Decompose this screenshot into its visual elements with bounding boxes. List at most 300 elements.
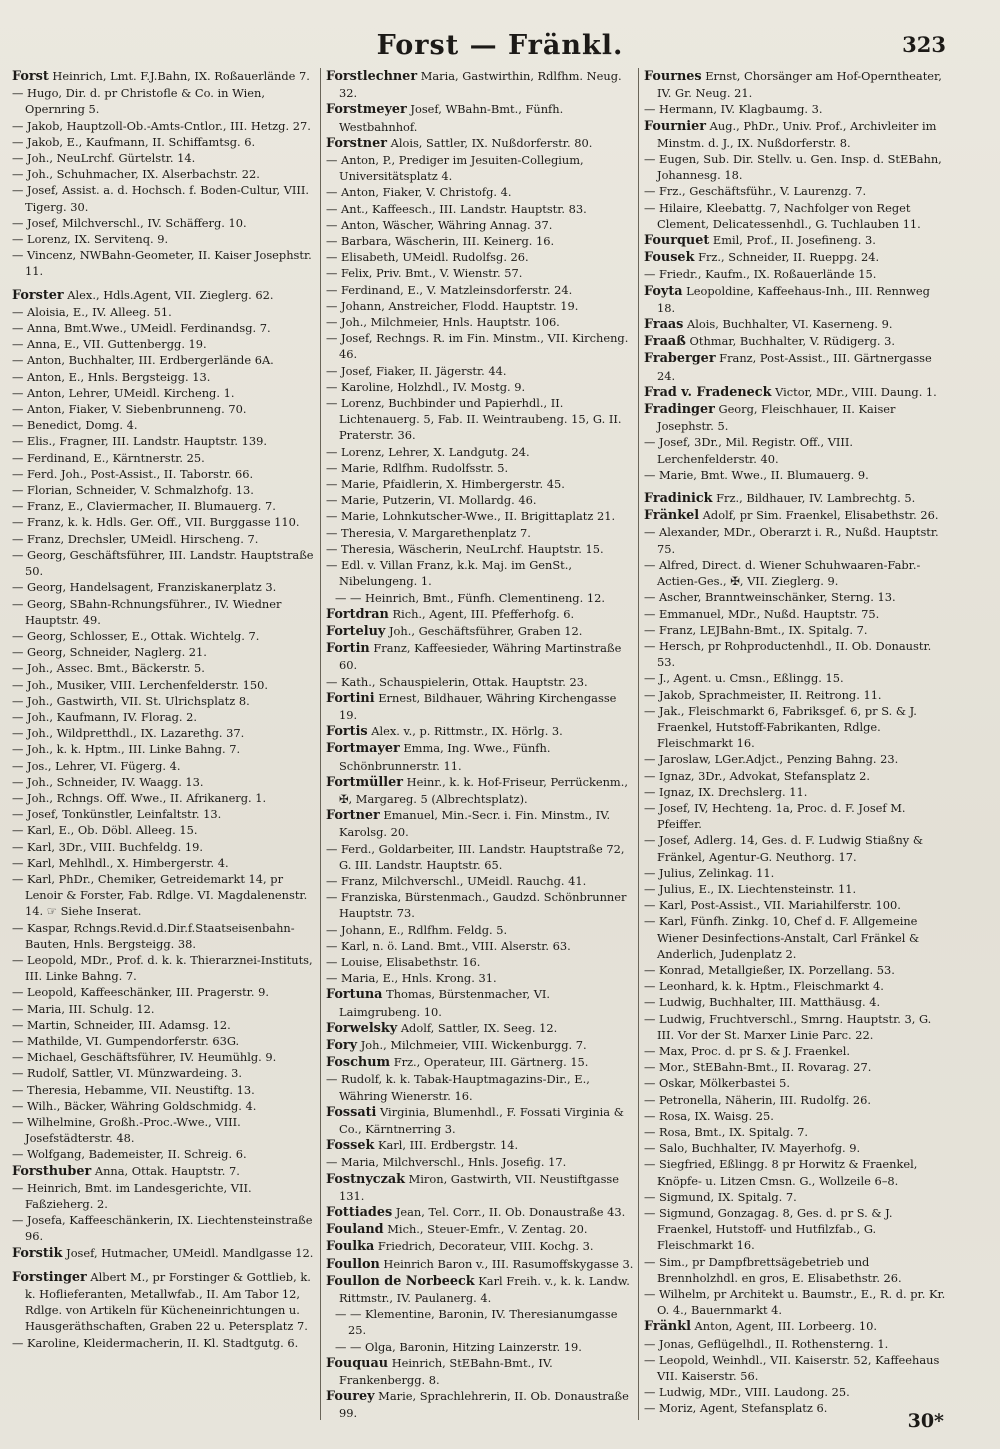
- directory-entry: [12, 709, 316, 725]
- entry-text: — Kath., Schauspielerin, Ottak. Hauptstr. 23.: [326, 674, 588, 689]
- directory-entry: [644, 768, 948, 784]
- directory-entry: [326, 674, 634, 690]
- entry-text: Adolf, pr Sim. Fraenkel, Elisabethstr. 26.: [699, 508, 939, 523]
- entry-text: — Jakob, Hauptzoll-Ob.-Amts-Cntlor., III. Hetzg. 27.: [12, 118, 311, 133]
- directory-entry: [12, 579, 316, 595]
- entry-text: — Rosa, IX. Waisg. 25.: [644, 1108, 774, 1123]
- directory-entry: [12, 871, 316, 920]
- entry-text: — Anton, Fiaker, V. Siebenbrunneng. 70.: [12, 402, 247, 417]
- directory-entry: [326, 938, 634, 954]
- entry-text: — Karl, PhDr., Chemiker, Getreidemarkt 14, pr Lenoir & Forster, Fab. Rdlge. VI. Magdalenenstr. 14. ☞ Siehe Inserat.: [12, 871, 308, 919]
- entry-text: — Anna, E., VII. Guttenbergg. 19.: [12, 337, 207, 352]
- entry-text: — Georg, Schlosser, E., Ottak. Wichtelg. 7.: [12, 628, 260, 643]
- directory-entry: [12, 806, 316, 822]
- entry-text: — Joh., k. k. Hptm., III. Linke Bahng. 7.: [12, 742, 241, 757]
- directory-entry: [326, 1355, 634, 1388]
- directory-entry: [326, 1020, 634, 1037]
- entry-text: — Maria, E., Hnls. Krong. 31.: [326, 971, 497, 986]
- entry-surname: Foyta: [644, 283, 683, 299]
- entry-text: — Joh., Kaufmann, IV. Florag. 2.: [12, 709, 198, 724]
- entry-text: — Jak., Fleischmarkt 6, Fabriksgef. 6, pr S. & J. Fraenkel, Hutstoff-Fabrikanten, Rdlge. Fleischmarkt 16.: [644, 703, 917, 751]
- entry-text: — Josef, Milchverschl., IV. Schäfferg. 10.: [12, 215, 247, 230]
- directory-entry: [12, 1180, 316, 1212]
- entry-text: — Joh., Rchngs. Off. Wwe., II. Afrikanerg. 1.: [12, 790, 267, 805]
- directory-entry: [12, 1065, 316, 1081]
- entry-text: Frz., Bildhauer, IV. Lambrechtg. 5.: [712, 491, 916, 506]
- directory-entry: [644, 384, 948, 401]
- entry-text: — Joh., Gastwirth, VII. St. Ulrichsplatz 8.: [12, 693, 250, 708]
- directory-entry: [326, 1154, 634, 1170]
- entry-text: Anna, Ottak. Hauptstr. 7.: [91, 1163, 240, 1178]
- directory-entry: [12, 855, 316, 871]
- entry-surname: Fraaß: [644, 334, 686, 350]
- directory-entry: [12, 498, 316, 514]
- entry-text: — Karl, Post-Assist., VII. Mariahilferstr. 100.: [644, 898, 901, 913]
- entry-surname: Fossek: [326, 1138, 375, 1154]
- entry-surname: Forstinger: [12, 1269, 87, 1285]
- directory-entry: [12, 839, 316, 855]
- directory-entry: [326, 623, 634, 640]
- directory-entry: [326, 330, 634, 362]
- entry-text: — Kaspar, Rchngs.Revid.d.Dir.f.Staatseisenbahn-Bauten, Hnls. Bergsteigg. 38.: [12, 920, 295, 951]
- directory-entry: [326, 1221, 634, 1238]
- directory-entry: [326, 363, 634, 379]
- entry-text: — Mor., StEBahn-Bmt., II. Rovarag. 27.: [644, 1060, 872, 1075]
- entry-text: — Marie, Lohnkutscher-Wwe., II. Brigittaplatz 21.: [326, 509, 616, 524]
- entry-text: Albert M., pr Forstinger & Gottlieb, k. k. Hoflieferanten, Metallwfab., II. Am Tabor 12, Rdlge. von Artikeln für Kücheneinrichtungen u. Hausgeräthschaften, Graben 22 u. Petersplatz 7.: [25, 1269, 311, 1334]
- directory-entry: [644, 350, 948, 383]
- entry-text: Heinrich Baron v., III. Rasumoffskygasse 3.: [379, 1256, 634, 1271]
- directory-entry: [12, 482, 316, 498]
- directory-entry: [12, 1335, 316, 1351]
- entry-text: Virginia, Blumenhdl., F. Fossati Virginia & Co., Kärntnerring 3.: [339, 1104, 624, 1136]
- entry-text: — Ferd. Joh., Post-Assist., II. Taborstr. 66.: [12, 466, 254, 481]
- directory-entry: [326, 201, 634, 217]
- entry-text: — Anton, Buchhalter, III. Erdbergerlände 6A.: [12, 353, 274, 368]
- entry-text: Heinr., k. k. Hof-Friseur, Perrückenm., ✠, Margareg. 5 (Albrechtsplatz).: [339, 774, 628, 806]
- directory-entry: [12, 166, 316, 182]
- entry-text: — Jaroslaw, LGer.Adjct., Penzing Bahng. 23.: [644, 752, 899, 767]
- directory-entry: [326, 606, 634, 623]
- entry-text: — Theresia, Hebamme, VII. Neustiftg. 13.: [12, 1082, 255, 1097]
- entry-text: — Petronella, Näherin, III. Rudolfg. 26.: [644, 1092, 871, 1107]
- entry-text: — Heinrich, Bmt. im Landesgerichte, VII. Faßzieherg. 2.: [12, 1180, 252, 1212]
- directory-entry: [12, 304, 316, 320]
- entry-text: Frz., Operateur, III. Gärtnerg. 15.: [390, 1055, 589, 1070]
- directory-entry: [326, 460, 634, 476]
- entry-text: — Franziska, Bürstenmach., Gaudzd. Schönbrunner Hauptstr. 73.: [326, 890, 627, 921]
- directory-entry: [12, 790, 316, 806]
- entry-text: Anton, Agent, III. Lorbeerg. 10.: [690, 1319, 878, 1334]
- entry-surname: Fortdran: [326, 606, 389, 622]
- directory-entry: [12, 369, 316, 385]
- entry-text: Adolf, Sattler, IX. Seeg. 12.: [397, 1020, 558, 1035]
- directory-entry: [12, 320, 316, 336]
- directory-entry: [326, 774, 634, 807]
- entry-text: — Josef, Tonkünstler, Leinfaltstr. 13.: [12, 807, 222, 822]
- entry-surname: Fortis: [326, 724, 368, 740]
- directory-entry: [644, 897, 948, 913]
- entry-text: — Barbara, Wäscherin, III. Keinerg. 16.: [326, 234, 555, 249]
- entry-text: — Leopold, MDr., Prof. d. k. k. Thierarznei-Instituts, III. Linke Bahng. 7.: [12, 952, 313, 984]
- entry-text: — Anton, E., Hnls. Bergsteigg. 13.: [12, 369, 211, 384]
- directory-entry: [326, 314, 634, 330]
- entry-text: — Maria, Milchverschl., Hnls. Josefig. 17.: [326, 1155, 567, 1170]
- directory-entry: [326, 807, 634, 840]
- entry-text: — Johann, E., Rdlfhm. Feldg. 5.: [326, 922, 508, 937]
- entry-text: — Friedr., Kaufm., IX. Roßauerlände 15.: [644, 267, 877, 282]
- directory-entry: [326, 1273, 634, 1306]
- entry-text: — Edl. v. Villan Franz, k.k. Maj. im GenSt., Nibelungeng. 1.: [326, 558, 573, 589]
- directory-entry: [644, 232, 948, 249]
- directory-entry: [644, 1352, 948, 1384]
- directory-entry: [644, 183, 948, 199]
- entry-text: — Jakob, E., Kaufmann, II. Schiffamtsg. 6.: [12, 134, 256, 149]
- directory-entry: [326, 1204, 634, 1221]
- directory-entry: [326, 557, 634, 589]
- entry-surname: Fortmayer: [326, 741, 400, 757]
- entry-text: — Wolfgang, Bademeister, II. Schreig. 6.: [12, 1147, 247, 1162]
- directory-entry: [326, 444, 634, 460]
- entry-surname: Fottiades: [326, 1205, 393, 1221]
- entry-text: — Joh., NeuLrchf. Gürtelstr. 14.: [12, 151, 196, 166]
- directory-entry: [12, 628, 316, 644]
- directory-entry: [12, 1245, 316, 1262]
- directory-entry: [12, 677, 316, 693]
- directory-entry: [12, 758, 316, 774]
- entry-surname: Fory: [326, 1037, 358, 1053]
- directory-column-1: [12, 68, 316, 1428]
- entry-surname: Fostnyczak: [326, 1171, 405, 1187]
- entry-text: — Josef, Adlerg. 14, Ges. d. F. Ludwig Stiaßny & Fränkel, Agentur-G. Neuthorg. 17.: [644, 833, 923, 864]
- entry-text: — Josef, 3Dr., Mil. Registr. Off., VIII. Lerchenfelderstr. 40.: [644, 435, 854, 466]
- directory-entry: [326, 1071, 634, 1103]
- entry-text: — Jonas, Geflügelhdl., II. Rothensterng. 1.: [644, 1336, 889, 1351]
- entry-text: — Ant., Kaffeesch., III. Landstr. Hauptstr. 83.: [326, 201, 587, 216]
- entry-text: — Ferdinand, E., V. Matzleinsdorferstr. 24.: [326, 282, 573, 297]
- directory-entry: [326, 690, 634, 723]
- entry-surname: Fousek: [644, 250, 695, 266]
- directory-entry: [12, 1163, 316, 1180]
- entry-text: — Ascher, Branntweinschänker, Sterng. 13.: [644, 590, 896, 605]
- directory-entry: [644, 467, 948, 483]
- directory-entry: [326, 1104, 634, 1137]
- entry-text: — Joh., Schneider, IV. Waagg. 13.: [12, 774, 204, 789]
- entry-text: — Felix, Priv. Bmt., V. Wienstr. 57.: [326, 266, 523, 281]
- entry-text: Alois, Buchhalter, VI. Kaserneng. 9.: [683, 317, 893, 332]
- directory-entry: [644, 401, 948, 434]
- directory-entry: [644, 1384, 948, 1400]
- directory-entry: [12, 287, 316, 304]
- entry-text: Karl Freih. v., k. k. Landw. Rittmstr., IV. Paulanerg. 4.: [339, 1273, 630, 1306]
- entry-text: — Hermann, IV. Klagbaumg. 3.: [644, 102, 823, 117]
- entry-surname: Fränkl: [644, 1319, 691, 1335]
- directory-entry: [12, 466, 316, 482]
- entry-text: Alex. v., p. Rittmstr., IX. Hörlg. 3.: [367, 724, 563, 739]
- directory-entry: [12, 741, 316, 757]
- directory-entry: [644, 1043, 948, 1059]
- entry-text: — Franz, k. k. Hdls. Ger. Off., VII. Burggasse 110.: [12, 515, 300, 530]
- directory-entry: [12, 417, 316, 433]
- directory-entry: [12, 531, 316, 547]
- entry-text: — Marie, Pfaidlerin, X. Himbergerstr. 45.: [326, 477, 565, 492]
- entry-surname: Forteluy: [326, 623, 386, 639]
- entry-text: — Johann, Anstreicher, Flodd. Hauptstr. 19.: [326, 298, 579, 313]
- entry-surname: Fortin: [326, 641, 370, 657]
- directory-entry: [326, 1137, 634, 1154]
- directory-entry: [326, 282, 634, 298]
- directory-entry: [326, 740, 634, 773]
- directory-entry: [12, 1049, 316, 1065]
- directory-entry: [644, 118, 948, 151]
- directory-entry: [644, 1254, 948, 1286]
- entry-text: — Vincenz, NWBahn-Geometer, II. Kaiser Josephstr. 11.: [12, 248, 312, 279]
- entry-text: — Georg, Geschäftsführer, III. Landstr. Hauptstraße 50.: [12, 547, 314, 579]
- entry-text: — Joh., Milchmeier, Hnls. Hauptstr. 106.: [326, 315, 560, 330]
- entry-text: — — Olga, Baronin, Hitzing Lainzerstr. 19.: [335, 1339, 582, 1354]
- directory-entry: [12, 134, 316, 150]
- entry-surname: Fraberger: [644, 351, 716, 367]
- entry-text: — Benedict, Domg. 4.: [12, 418, 138, 433]
- entry-text: Marie, Sprachlehrerin, II. Ob. Donaustraße 99.: [339, 1389, 629, 1421]
- entry-text: Aug., PhDr., Univ. Prof., Archivleiter im Minstm. d. J., IX. Nußdorferstr. 8.: [657, 118, 937, 150]
- entry-text: — Josef, Assist. a. d. Hochsch. f. Boden-Cultur, VIII. Tigerg. 30.: [12, 183, 310, 214]
- directory-entry: [326, 184, 634, 200]
- directory-entry: [644, 751, 948, 767]
- entry-text: Josef, WBahn-Bmt., Fünfh. Westbahnhof.: [339, 102, 564, 134]
- entry-text: — Lorenz, Lehrer, X. Landgutg. 24.: [326, 444, 530, 459]
- entry-text: — Karl, 3Dr., VIII. Buchfeldg. 19.: [12, 839, 204, 854]
- directory-entry: [12, 1146, 316, 1162]
- directory-entry: [12, 247, 316, 279]
- entry-surname: Fourey: [326, 1389, 375, 1405]
- directory-entry: [644, 1059, 948, 1075]
- directory-entry: [644, 434, 948, 466]
- entry-text: — Julius, E., IX. Liechtensteinstr. 11.: [644, 881, 857, 896]
- entry-text: Jean, Tel. Corr., II. Ob. Donaustraße 43.: [392, 1205, 626, 1220]
- entry-text: — Ludwig, MDr., VIII. Laudong. 25.: [644, 1385, 850, 1400]
- entry-text: — Ludwig, Buchhalter, III. Matthäusg. 4.: [644, 995, 881, 1010]
- entry-text: — Jos., Lehrer, VI. Fügerg. 4.: [12, 758, 181, 773]
- directory-entry: [12, 336, 316, 352]
- directory-entry: [12, 182, 316, 214]
- entry-surname: Foulka: [326, 1239, 375, 1255]
- entry-text: Alex., Hdls.Agent, VII. Zieglerg. 62.: [63, 287, 274, 302]
- entry-text: — Maria, III. Schulg. 12.: [12, 1001, 155, 1016]
- directory-entry: [326, 889, 634, 921]
- directory-entry: [12, 433, 316, 449]
- directory-entry: [644, 1156, 948, 1188]
- entry-text: — Anton, Lehrer, UMeidl. Kircheng. 1.: [12, 385, 235, 400]
- directory-entry: [12, 1017, 316, 1033]
- entry-surname: Fränkel: [644, 508, 700, 524]
- entry-text: Maria, Gastwirthin, Rdlfhm. Neug. 32.: [339, 69, 622, 101]
- entry-text: — Georg, Handelsagent, Franziskanerplatz 3.: [12, 580, 277, 595]
- entry-surname: Fortuna: [326, 987, 383, 1003]
- entry-surname: Foschum: [326, 1055, 391, 1071]
- entry-surname: Fournier: [644, 118, 707, 134]
- directory-entry: [12, 215, 316, 231]
- directory-entry: [326, 723, 634, 740]
- entry-surname: Fortner: [326, 808, 380, 824]
- entry-text: Franz, Kaffeesieder, Währing Martinstraße 60.: [339, 641, 622, 673]
- entry-text: Karl, III. Erdbergstr. 14.: [374, 1138, 519, 1153]
- entry-surname: Forstmeyer: [326, 102, 407, 118]
- entry-text: — Rudolf, Sattler, VI. Münzwardeing. 3.: [12, 1066, 243, 1081]
- directory-entry: [644, 622, 948, 638]
- directory-entry: [326, 68, 634, 101]
- directory-entry: [644, 1400, 948, 1416]
- directory-entry: [12, 1033, 316, 1049]
- directory-entry: [644, 249, 948, 266]
- entry-text: — Franz, Drechsler, UMeidl. Hirscheng. 7.: [12, 531, 259, 546]
- entry-text: — Florian, Schneider, V. Schmalzhofg. 13.: [12, 483, 254, 498]
- directory-entry: [326, 508, 634, 524]
- directory-entry: [12, 118, 316, 134]
- directory-entry: [326, 492, 634, 508]
- directory-entry: [326, 217, 634, 233]
- directory-entry: [644, 1336, 948, 1352]
- directory-entry: [644, 1140, 948, 1156]
- directory-entry: [644, 283, 948, 316]
- entry-surname: Fortmüller: [326, 774, 404, 790]
- directory-entry: [644, 1092, 948, 1108]
- directory-entry: [12, 514, 316, 530]
- entry-text: — Karl, Mehlhdl., X. Himbergerstr. 4.: [12, 855, 229, 870]
- directory-entry: [326, 1054, 634, 1071]
- directory-entry: [326, 640, 634, 673]
- directory-entry: [326, 233, 634, 249]
- entry-text: — Joh., Assec. Bmt., Bäckerstr. 5.: [12, 661, 205, 676]
- entry-text: — Karl, E., Ob. Döbl. Alleeg. 15.: [12, 823, 198, 838]
- entry-text: Othmar, Buchhalter, V. Rüdigerg. 3.: [685, 334, 895, 349]
- directory-entry: [326, 590, 634, 606]
- directory-entry: [12, 85, 316, 117]
- entry-surname: Forstner: [326, 135, 387, 151]
- entry-text: — Aloisia, E., IV. Alleeg. 51.: [12, 304, 172, 319]
- directory-entry: [326, 1256, 634, 1273]
- directory-entry: [644, 1011, 948, 1043]
- entry-text: — Marie, Putzerin, VI. Mollardg. 46.: [326, 493, 537, 508]
- entry-text: — Karl, Fünfh. Zinkg. 10, Chef d. F. Allgemeine Wiener Desinfections-Anstalt, Carl Fränkel & Anderlich, Judenplatz 2.: [644, 914, 920, 961]
- entry-text: Joh., Geschäftsführer, Graben 12.: [385, 623, 583, 638]
- entry-text: — Jakob, Sprachmeister, II. Reitrong. 11.: [644, 687, 882, 702]
- directory-entry: [326, 395, 634, 444]
- entry-surname: Fradinger: [644, 402, 715, 418]
- entry-text: — Joh., Schuhmacher, IX. Alserbachstr. 22.: [12, 167, 260, 182]
- entry-text: — Louise, Elisabethstr. 16.: [326, 954, 481, 969]
- entry-surname: Forwelsky: [326, 1020, 398, 1036]
- directory-entry: [326, 1037, 634, 1054]
- entry-text: — Leonhard, k. k. Hptm., Fleischmarkt 4.: [644, 979, 884, 994]
- entry-text: — Hilaire, Kleebattg. 7, Nachfolger von Reget Clement, Delicatessenhdl., G. Tuchlauben 11.: [644, 200, 921, 231]
- directory-entry: [644, 1189, 948, 1205]
- directory-entry: [12, 68, 316, 85]
- directory-entry: [644, 316, 948, 333]
- entry-text: Ernst, Chorsänger am Hof-Operntheater, IV. Gr. Neug. 21.: [657, 69, 942, 101]
- entry-text: — — Heinrich, Bmt., Fünfh. Clementineng. 12.: [335, 590, 605, 605]
- entry-text: — Sigmund, Gonzagag. 8, Ges. d. pr S. & J. Fraenkel, Hutstoff- und Hutfilzfab., G. Fleischmarkt 16.: [644, 1206, 893, 1253]
- page-number: 323: [902, 32, 946, 57]
- entry-text: Emma, Ing. Wwe., Fünfh. Schönbrunnerstr. 11.: [339, 741, 551, 773]
- directory-entry: [12, 774, 316, 790]
- directory-entry: [644, 913, 948, 962]
- entry-text: — Anna, Bmt.Wwe., UMeidl. Ferdinandsg. 7.: [12, 321, 271, 336]
- directory-entry: [12, 231, 316, 247]
- entry-text: Heinrich, Lmt. F.J.Bahn, IX. Roßauerlände 7.: [48, 69, 310, 83]
- entry-text: — Moriz, Agent, Stefansplatz 6.: [644, 1401, 828, 1416]
- directory-entry: [12, 1001, 316, 1017]
- directory-entry: [644, 266, 948, 282]
- directory-entry: [12, 450, 316, 466]
- entry-text: — Josef, Rechngs. R. im Fin. Minstm., VII. Kircheng. 46.: [326, 331, 629, 362]
- entry-surname: Forstik: [12, 1245, 63, 1261]
- directory-entry: [326, 1388, 634, 1421]
- directory-entry: [326, 873, 634, 889]
- entry-surname: Fortini: [326, 690, 375, 706]
- entry-text: Victor, MDr., VIII. Daung. 1.: [771, 384, 937, 399]
- entry-surname: Forster: [12, 287, 64, 303]
- entry-text: — Marie, Rdlfhm. Rudolfsstr. 5.: [326, 460, 509, 475]
- directory-entry: [12, 660, 316, 676]
- entry-text: — Theresia, V. Margarethenplatz 7.: [326, 525, 531, 540]
- entry-text: — Alexander, MDr., Oberarzt i. R., Nußd. Hauptstr. 75.: [644, 525, 939, 556]
- directory-entry: [644, 800, 948, 832]
- entry-text: Franz, Post-Assist., III. Gärtnergasse 24.: [657, 351, 932, 383]
- directory-entry: [644, 557, 948, 589]
- directory-entry: [12, 920, 316, 952]
- running-head: Forst — Fränkl.: [376, 30, 624, 61]
- directory-entry: [644, 333, 948, 350]
- entry-text: — Georg, SBahn-Rchnungsführer., IV. Wiedner Hauptstr. 49.: [12, 596, 282, 627]
- directory-entry: [326, 1171, 634, 1204]
- entry-text: — Wilhelmine, Großh.-Proc.-Wwe., VIII. Josefstädterstr. 48.: [12, 1115, 241, 1146]
- directory-entry: [12, 1098, 316, 1114]
- entry-text: — Eugen, Sub. Dir. Stellv. u. Gen. Insp. d. StEBahn, Johannesg. 18.: [644, 152, 942, 183]
- entry-text: Miron, Gastwirth, VII. Neustiftgasse 131.: [339, 1171, 619, 1203]
- directory-entry: [326, 954, 634, 970]
- directory-entry: [326, 152, 634, 184]
- entry-text: — Josefa, Kaffeeschänkerin, IX. Liechtensteinstraße 96.: [12, 1213, 313, 1244]
- entry-text: — Alfred, Direct. d. Wiener Schuhwaaren-Fabr.-Actien-Ges., ✠, VII. Zieglerg. 9.: [644, 557, 921, 589]
- column-rule-left: [320, 68, 321, 1420]
- directory-entry: [326, 298, 634, 314]
- entry-text: — Julius, Zelinkag. 11.: [644, 865, 775, 880]
- directory-entry: [644, 687, 948, 703]
- entry-surname: Fradinick: [644, 491, 713, 507]
- entry-text: — Hugo, Dir. d. pr Christofle & Co. in Wien, Opernring 5.: [12, 86, 265, 117]
- entry-text: Josef, Hutmacher, UMeidl. Mandlgasse 12.: [62, 1245, 314, 1260]
- directory-entry: [326, 101, 634, 134]
- directory-entry: [644, 1318, 948, 1335]
- entry-text: — Elis., Fragner, III. Landstr. Hauptstr. 139.: [12, 434, 267, 449]
- directory-entry: [644, 1075, 948, 1091]
- directory-entry: [644, 638, 948, 670]
- directory-entry: [326, 249, 634, 265]
- entry-surname: Fraas: [644, 317, 684, 333]
- directory-entry: [644, 994, 948, 1010]
- entry-text: — Josef, Fiaker, II. Jägerstr. 44.: [326, 363, 507, 378]
- directory-entry: [644, 978, 948, 994]
- entry-surname: Fourquet: [644, 233, 710, 249]
- directory-entry: [326, 922, 634, 938]
- directory-entry: [644, 101, 948, 117]
- directory-entry: [326, 135, 634, 152]
- signature-mark: 30*: [907, 1410, 944, 1432]
- entry-text: — Elisabeth, UMeidl. Rudolfsg. 26.: [326, 250, 529, 265]
- directory-entry: [12, 150, 316, 166]
- entry-surname: Foullon de Norbeeck: [326, 1273, 475, 1289]
